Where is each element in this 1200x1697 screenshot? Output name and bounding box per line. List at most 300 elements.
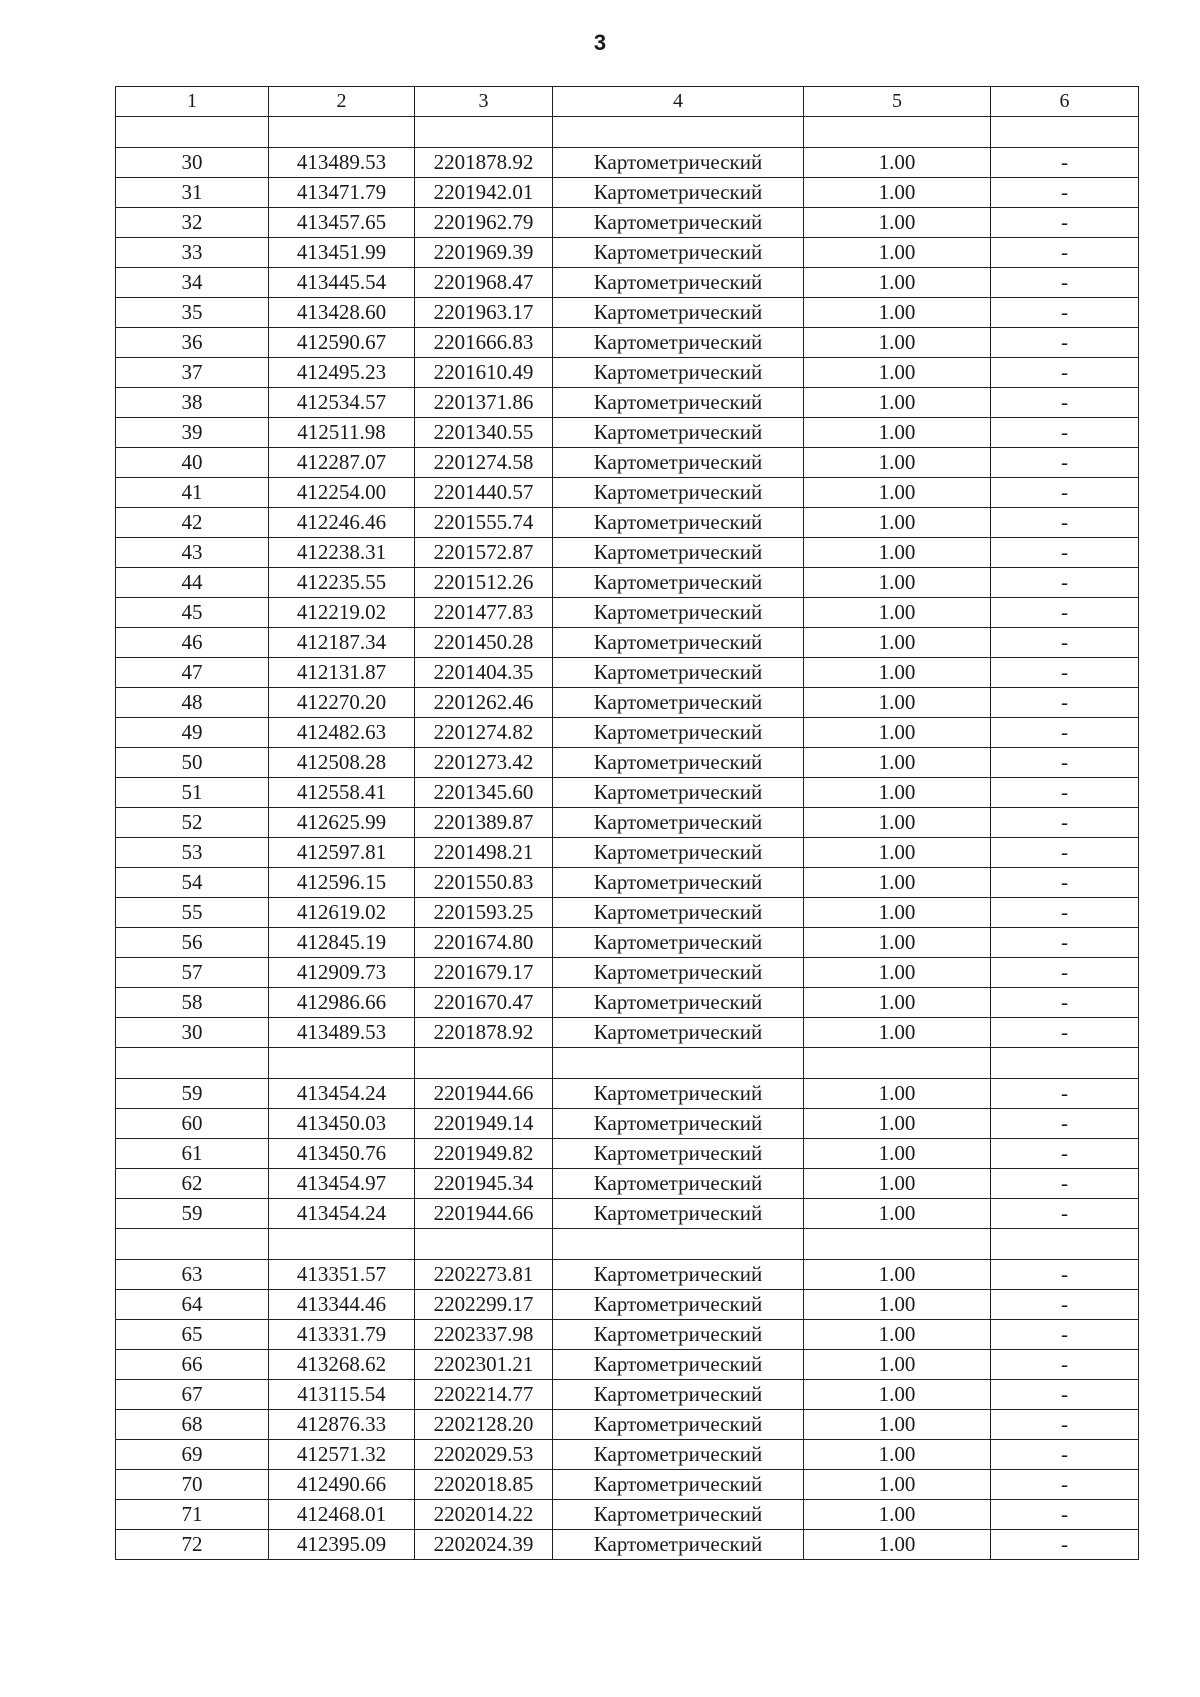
table-row <box>116 1139 1139 1169</box>
accuracy-cell: 1.00 <box>804 1470 991 1500</box>
accuracy-cell: 1.00 <box>804 628 991 658</box>
accuracy-cell: 1.00 <box>804 1260 991 1290</box>
description-cell: - <box>991 1018 1139 1048</box>
point-number-cell: 55 <box>116 898 269 928</box>
table-row <box>116 1290 1139 1320</box>
method-cell: Картометрический <box>553 928 804 958</box>
table-row <box>116 1320 1139 1350</box>
y-coordinate-cell: 2202014.22 <box>415 1500 553 1530</box>
x-coordinate-cell: 412625.99 <box>269 808 415 838</box>
y-coordinate-cell: 2201262.46 <box>415 688 553 718</box>
x-coordinate-cell: 412495.23 <box>269 358 415 388</box>
description-cell: - <box>991 1500 1139 1530</box>
method-cell: Картометрический <box>553 688 804 718</box>
accuracy-cell: 1.00 <box>804 838 991 868</box>
method-cell: Картометрический <box>553 1530 804 1560</box>
method-cell: Картометрический <box>553 1320 804 1350</box>
method-cell: Картометрический <box>553 748 804 778</box>
table-row <box>116 1470 1139 1500</box>
y-coordinate-cell: 2201345.60 <box>415 778 553 808</box>
y-coordinate-cell: 2201572.87 <box>415 538 553 568</box>
x-coordinate-cell: 412490.66 <box>269 1470 415 1500</box>
accuracy-cell: 1.00 <box>804 688 991 718</box>
y-coordinate-cell: 2202128.20 <box>415 1410 553 1440</box>
description-cell <box>991 1229 1139 1260</box>
accuracy-cell: 1.00 <box>804 748 991 778</box>
y-coordinate-cell <box>415 1229 553 1260</box>
table-row <box>116 298 1139 328</box>
table-row <box>116 1410 1139 1440</box>
accuracy-cell: 1.00 <box>804 178 991 208</box>
y-coordinate-cell: 2201371.86 <box>415 388 553 418</box>
description-cell: - <box>991 928 1139 958</box>
point-number-cell: 46 <box>116 628 269 658</box>
description-cell: - <box>991 208 1139 238</box>
table-row <box>116 1018 1139 1048</box>
method-cell: Картометрический <box>553 328 804 358</box>
method-cell <box>553 1048 804 1079</box>
y-coordinate-cell: 2202273.81 <box>415 1260 553 1290</box>
y-coordinate-cell: 2202018.85 <box>415 1470 553 1500</box>
y-coordinate-cell: 2201878.92 <box>415 148 553 178</box>
accuracy-cell: 1.00 <box>804 868 991 898</box>
point-number-cell: 50 <box>116 748 269 778</box>
x-coordinate-cell: 413457.65 <box>269 208 415 238</box>
point-number-cell: 59 <box>116 1079 269 1109</box>
y-coordinate-cell: 2201963.17 <box>415 298 553 328</box>
accuracy-cell: 1.00 <box>804 778 991 808</box>
accuracy-cell: 1.00 <box>804 508 991 538</box>
y-coordinate-cell: 2202299.17 <box>415 1290 553 1320</box>
x-coordinate-cell: 412596.15 <box>269 868 415 898</box>
point-number-cell: 58 <box>116 988 269 1018</box>
table-row <box>116 448 1139 478</box>
point-number-cell: 68 <box>116 1410 269 1440</box>
table-row <box>116 958 1139 988</box>
y-coordinate-cell <box>415 1048 553 1079</box>
method-cell: Картометрический <box>553 628 804 658</box>
table-row <box>116 268 1139 298</box>
x-coordinate-cell: 413489.53 <box>269 1018 415 1048</box>
method-cell: Картометрический <box>553 178 804 208</box>
description-cell: - <box>991 1350 1139 1380</box>
y-coordinate-cell: 2201340.55 <box>415 418 553 448</box>
x-coordinate-cell: 412246.46 <box>269 508 415 538</box>
coordinates-table-body <box>116 87 1139 1560</box>
table-row <box>116 1260 1139 1290</box>
x-coordinate-cell: 412468.01 <box>269 1500 415 1530</box>
accuracy-cell: 1.00 <box>804 1380 991 1410</box>
table-row <box>116 598 1139 628</box>
accuracy-cell: 1.00 <box>804 928 991 958</box>
accuracy-cell: 1.00 <box>804 988 991 1018</box>
table-row <box>116 478 1139 508</box>
x-coordinate-cell: 412238.31 <box>269 538 415 568</box>
point-number-cell: 35 <box>116 298 269 328</box>
y-coordinate-cell: 2201593.25 <box>415 898 553 928</box>
point-number-cell: 31 <box>116 178 269 208</box>
method-cell: Картометрический <box>553 508 804 538</box>
accuracy-cell: 1.00 <box>804 958 991 988</box>
y-coordinate-cell: 2202301.21 <box>415 1350 553 1380</box>
x-coordinate-cell: 412558.41 <box>269 778 415 808</box>
description-cell: - <box>991 148 1139 178</box>
accuracy-cell: 1.00 <box>804 328 991 358</box>
x-coordinate-cell: 412534.57 <box>269 388 415 418</box>
point-number-cell: 45 <box>116 598 269 628</box>
method-cell: Картометрический <box>553 1109 804 1139</box>
point-number-cell: 42 <box>116 508 269 538</box>
point-number-cell: 52 <box>116 808 269 838</box>
point-number-cell <box>116 1048 269 1079</box>
description-cell: - <box>991 388 1139 418</box>
x-coordinate-cell: 413454.24 <box>269 1079 415 1109</box>
y-coordinate-cell: 2201274.58 <box>415 448 553 478</box>
description-cell: - <box>991 1410 1139 1440</box>
y-coordinate-cell: 2201878.92 <box>415 1018 553 1048</box>
description-cell: - <box>991 778 1139 808</box>
y-coordinate-cell: 2202337.98 <box>415 1320 553 1350</box>
table-row <box>116 748 1139 778</box>
method-cell: Картометрический <box>553 1199 804 1229</box>
description-cell: - <box>991 688 1139 718</box>
method-cell: Картометрический <box>553 988 804 1018</box>
table-row <box>116 1530 1139 1560</box>
x-coordinate-cell: 413428.60 <box>269 298 415 328</box>
description-cell: - <box>991 958 1139 988</box>
table-row <box>116 1109 1139 1139</box>
x-coordinate-cell: 412508.28 <box>269 748 415 778</box>
description-cell: - <box>991 808 1139 838</box>
x-coordinate-cell: 413115.54 <box>269 1380 415 1410</box>
y-coordinate-cell: 2202029.53 <box>415 1440 553 1470</box>
method-cell: Картометрический <box>553 208 804 238</box>
x-coordinate-cell: 413344.46 <box>269 1290 415 1320</box>
x-coordinate-cell: 413454.97 <box>269 1169 415 1199</box>
method-cell: Картометрический <box>553 1290 804 1320</box>
coordinates-table <box>115 86 1139 1560</box>
table-row <box>116 388 1139 418</box>
point-number-cell: 59 <box>116 1199 269 1229</box>
x-coordinate-cell: 412909.73 <box>269 958 415 988</box>
method-cell: Картометрический <box>553 148 804 178</box>
method-cell: Картометрический <box>553 268 804 298</box>
point-number-cell: 49 <box>116 718 269 748</box>
table-row <box>116 508 1139 538</box>
point-number-cell <box>116 1229 269 1260</box>
table-row <box>116 1079 1139 1109</box>
x-coordinate-cell: 413351.57 <box>269 1260 415 1290</box>
point-number-cell: 70 <box>116 1470 269 1500</box>
description-cell: - <box>991 748 1139 778</box>
y-coordinate-cell: 2201945.34 <box>415 1169 553 1199</box>
method-cell: Картометрический <box>553 1169 804 1199</box>
point-number-cell: 61 <box>116 1139 269 1169</box>
point-number-cell: 30 <box>116 1018 269 1048</box>
accuracy-cell: 1.00 <box>804 208 991 238</box>
y-coordinate-cell: 2201440.57 <box>415 478 553 508</box>
accuracy-cell: 1.00 <box>804 808 991 838</box>
table-row <box>116 358 1139 388</box>
method-cell: Картометрический <box>553 358 804 388</box>
method-cell: Картометрический <box>553 598 804 628</box>
accuracy-cell: 1.00 <box>804 658 991 688</box>
table-row <box>116 628 1139 658</box>
method-cell: Картометрический <box>553 1079 804 1109</box>
description-cell: - <box>991 898 1139 928</box>
method-cell: Картометрический <box>553 1440 804 1470</box>
accuracy-cell: 1.00 <box>804 1199 991 1229</box>
description-cell: - <box>991 598 1139 628</box>
table-row <box>116 1350 1139 1380</box>
method-cell: Картометрический <box>553 418 804 448</box>
description-cell: - <box>991 1530 1139 1560</box>
description-cell: - <box>991 838 1139 868</box>
method-cell: Картометрический <box>553 538 804 568</box>
y-coordinate-cell: 2201389.87 <box>415 808 553 838</box>
y-coordinate-cell: 2201674.80 <box>415 928 553 958</box>
contour-separator-row <box>116 1048 1139 1079</box>
description-cell: - <box>991 1260 1139 1290</box>
description-cell: - <box>991 1079 1139 1109</box>
column-header: 6 <box>991 87 1139 117</box>
description-cell: - <box>991 1320 1139 1350</box>
x-coordinate-cell <box>269 117 415 148</box>
description-cell: - <box>991 1380 1139 1410</box>
contour-separator-row <box>116 117 1139 148</box>
table-row <box>116 898 1139 928</box>
accuracy-cell: 1.00 <box>804 1440 991 1470</box>
x-coordinate-cell: 413489.53 <box>269 148 415 178</box>
point-number-cell: 56 <box>116 928 269 958</box>
accuracy-cell <box>804 1229 991 1260</box>
y-coordinate-cell: 2201944.66 <box>415 1199 553 1229</box>
table-row <box>116 688 1139 718</box>
y-coordinate-cell: 2201498.21 <box>415 838 553 868</box>
y-coordinate-cell: 2201404.35 <box>415 658 553 688</box>
x-coordinate-cell: 413268.62 <box>269 1350 415 1380</box>
description-cell <box>991 1048 1139 1079</box>
column-header: 5 <box>804 87 991 117</box>
x-coordinate-cell: 412287.07 <box>269 448 415 478</box>
table-row <box>116 1169 1139 1199</box>
accuracy-cell: 1.00 <box>804 568 991 598</box>
point-number-cell: 37 <box>116 358 269 388</box>
description-cell: - <box>991 1139 1139 1169</box>
description-cell: - <box>991 1440 1139 1470</box>
y-coordinate-cell: 2202024.39 <box>415 1530 553 1560</box>
method-cell: Картометрический <box>553 448 804 478</box>
point-number-cell: 67 <box>116 1380 269 1410</box>
method-cell <box>553 1229 804 1260</box>
table-row <box>116 1380 1139 1410</box>
table-row <box>116 868 1139 898</box>
table-row <box>116 988 1139 1018</box>
y-coordinate-cell: 2201610.49 <box>415 358 553 388</box>
accuracy-cell: 1.00 <box>804 148 991 178</box>
point-number-cell: 30 <box>116 148 269 178</box>
accuracy-cell: 1.00 <box>804 1410 991 1440</box>
accuracy-cell: 1.00 <box>804 718 991 748</box>
table-row <box>116 658 1139 688</box>
accuracy-cell: 1.00 <box>804 598 991 628</box>
y-coordinate-cell: 2201670.47 <box>415 988 553 1018</box>
x-coordinate-cell: 412235.55 <box>269 568 415 598</box>
method-cell: Картометрический <box>553 958 804 988</box>
point-number-cell: 60 <box>116 1109 269 1139</box>
method-cell: Картометрический <box>553 808 804 838</box>
description-cell: - <box>991 568 1139 598</box>
x-coordinate-cell <box>269 1048 415 1079</box>
accuracy-cell: 1.00 <box>804 268 991 298</box>
description-cell: - <box>991 358 1139 388</box>
method-cell: Картометрический <box>553 718 804 748</box>
x-coordinate-cell: 413451.99 <box>269 238 415 268</box>
x-coordinate-cell: 412254.00 <box>269 478 415 508</box>
table-row <box>116 1500 1139 1530</box>
x-coordinate-cell: 413445.54 <box>269 268 415 298</box>
method-cell: Картометрический <box>553 898 804 928</box>
x-coordinate-cell: 413454.24 <box>269 1199 415 1229</box>
accuracy-cell: 1.00 <box>804 1530 991 1560</box>
point-number-cell: 51 <box>116 778 269 808</box>
y-coordinate-cell: 2201962.79 <box>415 208 553 238</box>
y-coordinate-cell: 2201944.66 <box>415 1079 553 1109</box>
method-cell: Картометрический <box>553 1018 804 1048</box>
y-coordinate-cell: 2201968.47 <box>415 268 553 298</box>
table-row <box>116 1199 1139 1229</box>
accuracy-cell: 1.00 <box>804 478 991 508</box>
point-number-cell: 53 <box>116 838 269 868</box>
x-coordinate-cell: 412395.09 <box>269 1530 415 1560</box>
x-coordinate-cell: 412876.33 <box>269 1410 415 1440</box>
method-cell: Картометрический <box>553 778 804 808</box>
point-number-cell: 63 <box>116 1260 269 1290</box>
x-coordinate-cell: 413450.03 <box>269 1109 415 1139</box>
description-cell: - <box>991 448 1139 478</box>
accuracy-cell: 1.00 <box>804 1018 991 1048</box>
accuracy-cell: 1.00 <box>804 1169 991 1199</box>
description-cell: - <box>991 988 1139 1018</box>
x-coordinate-cell: 412986.66 <box>269 988 415 1018</box>
column-header: 2 <box>269 87 415 117</box>
x-coordinate-cell: 412187.34 <box>269 628 415 658</box>
description-cell: - <box>991 868 1139 898</box>
table-row <box>116 238 1139 268</box>
accuracy-cell: 1.00 <box>804 1320 991 1350</box>
point-number-cell: 47 <box>116 658 269 688</box>
description-cell: - <box>991 298 1139 328</box>
table-row <box>116 148 1139 178</box>
accuracy-cell: 1.00 <box>804 238 991 268</box>
point-number-cell: 71 <box>116 1500 269 1530</box>
x-coordinate-cell: 412482.63 <box>269 718 415 748</box>
x-coordinate-cell: 412597.81 <box>269 838 415 868</box>
method-cell: Картометрический <box>553 868 804 898</box>
accuracy-cell: 1.00 <box>804 1350 991 1380</box>
column-header: 1 <box>116 87 269 117</box>
method-cell: Картометрический <box>553 1410 804 1440</box>
accuracy-cell: 1.00 <box>804 298 991 328</box>
table-row <box>116 208 1139 238</box>
x-coordinate-cell: 412619.02 <box>269 898 415 928</box>
method-cell: Картометрический <box>553 1500 804 1530</box>
description-cell: - <box>991 1470 1139 1500</box>
point-number-cell: 33 <box>116 238 269 268</box>
table-row <box>116 178 1139 208</box>
y-coordinate-cell: 2201512.26 <box>415 568 553 598</box>
accuracy-cell: 1.00 <box>804 1290 991 1320</box>
x-coordinate-cell: 412219.02 <box>269 598 415 628</box>
description-cell <box>991 117 1139 148</box>
x-coordinate-cell: 412131.87 <box>269 658 415 688</box>
point-number-cell: 32 <box>116 208 269 238</box>
x-coordinate-cell: 413471.79 <box>269 178 415 208</box>
description-cell: - <box>991 268 1139 298</box>
x-coordinate-cell: 412590.67 <box>269 328 415 358</box>
method-cell: Картометрический <box>553 1260 804 1290</box>
y-coordinate-cell: 2201679.17 <box>415 958 553 988</box>
y-coordinate-cell: 2201450.28 <box>415 628 553 658</box>
point-number-cell: 57 <box>116 958 269 988</box>
y-coordinate-cell: 2201949.82 <box>415 1139 553 1169</box>
y-coordinate-cell: 2201969.39 <box>415 238 553 268</box>
method-cell: Картометрический <box>553 838 804 868</box>
accuracy-cell: 1.00 <box>804 1079 991 1109</box>
accuracy-cell: 1.00 <box>804 538 991 568</box>
method-cell: Картометрический <box>553 1380 804 1410</box>
accuracy-cell: 1.00 <box>804 1139 991 1169</box>
description-cell: - <box>991 1199 1139 1229</box>
accuracy-cell: 1.00 <box>804 358 991 388</box>
x-coordinate-cell: 412571.32 <box>269 1440 415 1470</box>
point-number-cell: 64 <box>116 1290 269 1320</box>
description-cell: - <box>991 418 1139 448</box>
accuracy-cell <box>804 117 991 148</box>
column-header: 4 <box>553 87 804 117</box>
description-cell: - <box>991 718 1139 748</box>
point-number-cell: 36 <box>116 328 269 358</box>
method-cell: Картометрический <box>553 478 804 508</box>
description-cell: - <box>991 328 1139 358</box>
table-header-row <box>116 87 1139 117</box>
method-cell: Картометрический <box>553 658 804 688</box>
y-coordinate-cell: 2201949.14 <box>415 1109 553 1139</box>
accuracy-cell: 1.00 <box>804 388 991 418</box>
y-coordinate-cell: 2201942.01 <box>415 178 553 208</box>
table-row <box>116 718 1139 748</box>
method-cell: Картометрический <box>553 388 804 418</box>
method-cell: Картометрический <box>553 238 804 268</box>
table-row <box>116 328 1139 358</box>
method-cell: Картометрический <box>553 1470 804 1500</box>
method-cell: Картометрический <box>553 1350 804 1380</box>
accuracy-cell: 1.00 <box>804 1500 991 1530</box>
x-coordinate-cell: 413331.79 <box>269 1320 415 1350</box>
accuracy-cell: 1.00 <box>804 898 991 928</box>
accuracy-cell: 1.00 <box>804 418 991 448</box>
page-number: 3 <box>593 30 607 55</box>
column-header: 3 <box>415 87 553 117</box>
accuracy-cell <box>804 1048 991 1079</box>
table-row <box>116 838 1139 868</box>
description-cell: - <box>991 628 1139 658</box>
point-number-cell: 41 <box>116 478 269 508</box>
point-number-cell: 65 <box>116 1320 269 1350</box>
y-coordinate-cell: 2201666.83 <box>415 328 553 358</box>
description-cell: - <box>991 238 1139 268</box>
description-cell: - <box>991 538 1139 568</box>
